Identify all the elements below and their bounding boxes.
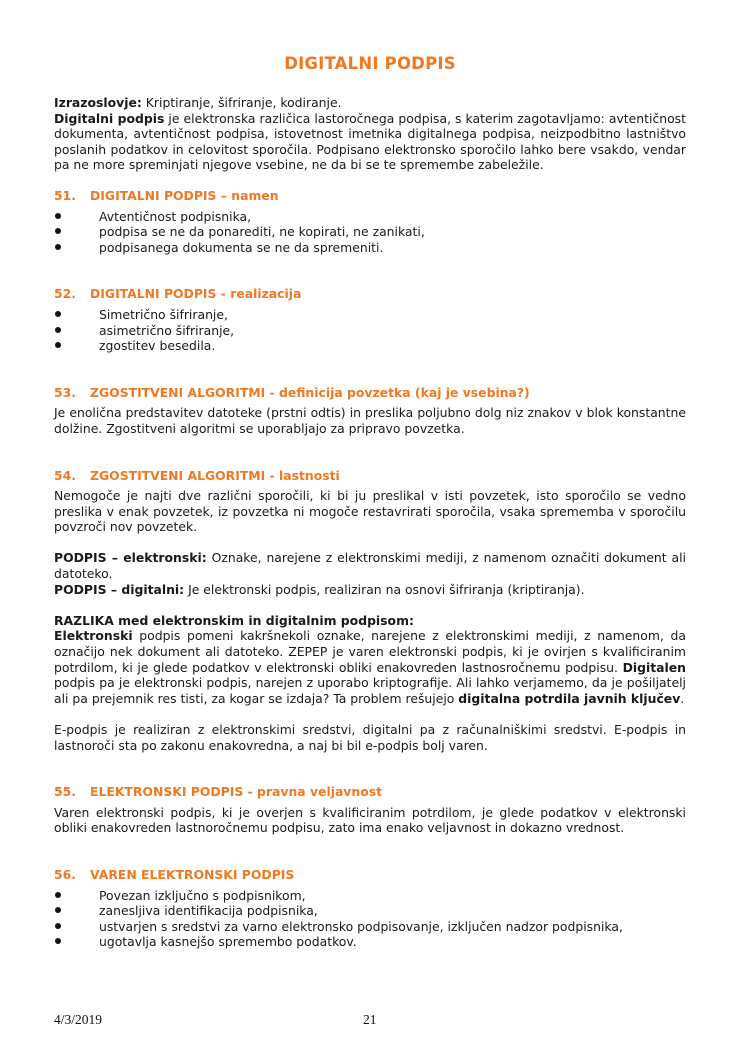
list-item [54, 209, 686, 225]
section-title: ELEKTRONSKI PODPIS - pravna veljavnost [90, 784, 383, 800]
section-52-heading [54, 286, 686, 302]
list-item [54, 919, 686, 935]
intro-definition [54, 111, 686, 173]
list-item-text: ugotavlja kasnejšo spremembo podatkov. [99, 934, 357, 950]
section-54-heading [54, 468, 686, 484]
bullet-icon [55, 907, 61, 913]
list-item [54, 903, 686, 919]
list-item [54, 240, 686, 256]
page-title: DIGITALNI PODPIS [284, 54, 456, 73]
bullet-icon [55, 892, 61, 898]
terms-label: Izrazoslovje: [54, 95, 142, 110]
section-53-heading [54, 385, 686, 401]
bullet-icon [55, 244, 61, 250]
bullet-icon [55, 938, 61, 944]
list-item-text: Avtentičnost podpisnika, [99, 208, 252, 224]
bullet-icon [55, 228, 61, 234]
paragraph-text: podpis pomeni kakršnekoli oznake, narejene z elektronskimi mediji, z namenom, da označijo nek dokument ali datoteko. ZEPEP je varen elektronski podpis, ki je ovirjen s kvalificiranim potrdilom, ki je glede podatkov v elektronski obliki enakovreden lastnosročnemu podpisu. [54, 628, 686, 675]
section-number: 53. [54, 384, 76, 400]
list-item [54, 888, 686, 904]
list-item-text: zanesljiva identifikacija podpisnika, [99, 903, 318, 919]
list-item [54, 323, 686, 339]
document-page [54, 54, 686, 950]
definition-electronic-text: Oznake, narejene z elektronskimi mediji, z namenom označiti dokument ali datoteko. [54, 550, 686, 582]
bullet-icon [55, 342, 61, 348]
difference-heading [54, 613, 686, 629]
difference-paragraph [54, 628, 686, 706]
bold-term: digitalna potrdila javnih ključev [458, 690, 681, 706]
section-54-text: Nemogoče je najti dve različni sporočili, ki bi ju preslikal v isti povzetek, isto sporočilo se vedno preslika v enak povzetek, iz povzetka ni mogoče restavrirati sporočila, vsaka sprememba v sporočilu povzroči nov povzetek. [54, 488, 686, 535]
section-55-text: Varen elektronski podpis, ki je overjen s kvalificiranim potrdilom, je glede podatkov v elektronski obliki enakovreden lastnoročnemu podpisu, zato ima enako veljavnost in dokazno vrednost. [54, 804, 686, 836]
section-56-list [54, 888, 686, 950]
list-item-text: Simetrično šifriranje, [99, 306, 228, 322]
section-title: DIGITALNI PODPIS – namen [90, 187, 279, 203]
section-title: DIGITALNI PODPIS - realizacija [90, 286, 302, 302]
section-number: 51. [54, 187, 76, 203]
terms-text: Kriptiranje, šifriranje, kodiranje. [141, 95, 342, 110]
paragraph-text: podpis pa je elektronski podpis, narejen z uporabo kriptografije. Ali lahko verjamemo, da je pošiljatelj ali pa prejemnik res tisti, za kogar se izdaja? Ta problem rešujejo [54, 675, 686, 706]
section-51-list [54, 209, 686, 256]
section-title: ZGOSTITVENI ALGORITMI - definicija povzetka (kaj je vsebina?) [90, 384, 530, 400]
list-item [54, 307, 686, 323]
footer-date: 4/3/2019 [54, 1012, 103, 1027]
definition-text: je elektronska različica lastoročnega podpisa, s katerim zagotavljamo: avtentičnost dokumenta, avtentičnost podpisa, istovetnost imetnika digitalnega podpisa, neizpodbitno lastništvo poslanih podatkov in celovitost sporočila. Podpisano elektronsko sporočilo lahko bere vsakdo, vendar pa ne more spreminjati njegove vsebine, ne da bi se te spremembe zabeležile. [54, 110, 686, 173]
list-item [54, 934, 686, 950]
bullet-icon [55, 213, 61, 219]
definition-label: Digitalni podpis [54, 110, 165, 126]
definition-electronic-label: PODPIS – elektronski: [54, 550, 207, 566]
section-number: 52. [54, 286, 76, 302]
paragraph-text: . [680, 690, 685, 706]
definition-electronic [54, 550, 686, 581]
list-item-text: Povezan izključno s podpisnikom, [99, 887, 306, 903]
section-title: VAREN ELEKTRONSKI PODPIS [90, 866, 295, 882]
section-53-text: Je enolična predstavitev datoteke (prstni odtis) in preslika poljubno dolg niz znakov v blok konstantne dolžine. Zgostitveni algoritmi se uporabljajo za pripravo povzetka. [54, 405, 686, 436]
list-item-text: ustvarjen s sredstvi za varno elektronsko podpisovanje, izključen nadzor podpisnika, [99, 918, 623, 934]
definition-digital-label: PODPIS – digitalni: [54, 581, 185, 597]
section-55-heading [54, 784, 686, 800]
list-item-text: asimetrično šifriranje, [99, 322, 235, 338]
bold-term: Elektronski [54, 628, 133, 644]
list-item-text: podpisanega dokumenta se ne da spremeniti. [99, 239, 384, 255]
list-item [54, 224, 686, 240]
bullet-icon [55, 923, 61, 929]
definition-digital [54, 582, 686, 598]
difference-heading-text: RAZLIKA med elektronskim in digitalnim podpisom: [54, 612, 414, 628]
footer-page-number: 21 [363, 1012, 377, 1027]
section-number: 54. [54, 467, 76, 483]
definition-digital-text: Je elektronski podpis, realiziran na osnovi šifriranja (kriptiranja). [184, 581, 585, 597]
bullet-icon [55, 311, 61, 317]
intro-terms [54, 95, 686, 111]
section-51-heading [54, 188, 686, 204]
section-52-list [54, 307, 686, 354]
bullet-icon [55, 327, 61, 333]
section-56-heading [54, 867, 686, 883]
list-item-text: zgostitev besedila. [99, 338, 216, 354]
list-item-text: podpisa se ne da ponarediti, ne kopirati, ne zanikati, [99, 224, 425, 240]
section-number: 55. [54, 784, 76, 800]
epodpis-paragraph: E-podpis je realiziran z elektronskimi sredstvi, digitalni pa z računalniškimi sredstvi. E-podpis in lastnoroči sta po zakonu enakovredna, a naj bi bil e-podpis bolj varen. [54, 722, 686, 753]
section-number: 56. [54, 866, 76, 882]
section-title: ZGOSTITVENI ALGORITMI - lastnosti [90, 467, 340, 483]
list-item [54, 338, 686, 354]
bold-term: Digitalen [622, 659, 686, 675]
